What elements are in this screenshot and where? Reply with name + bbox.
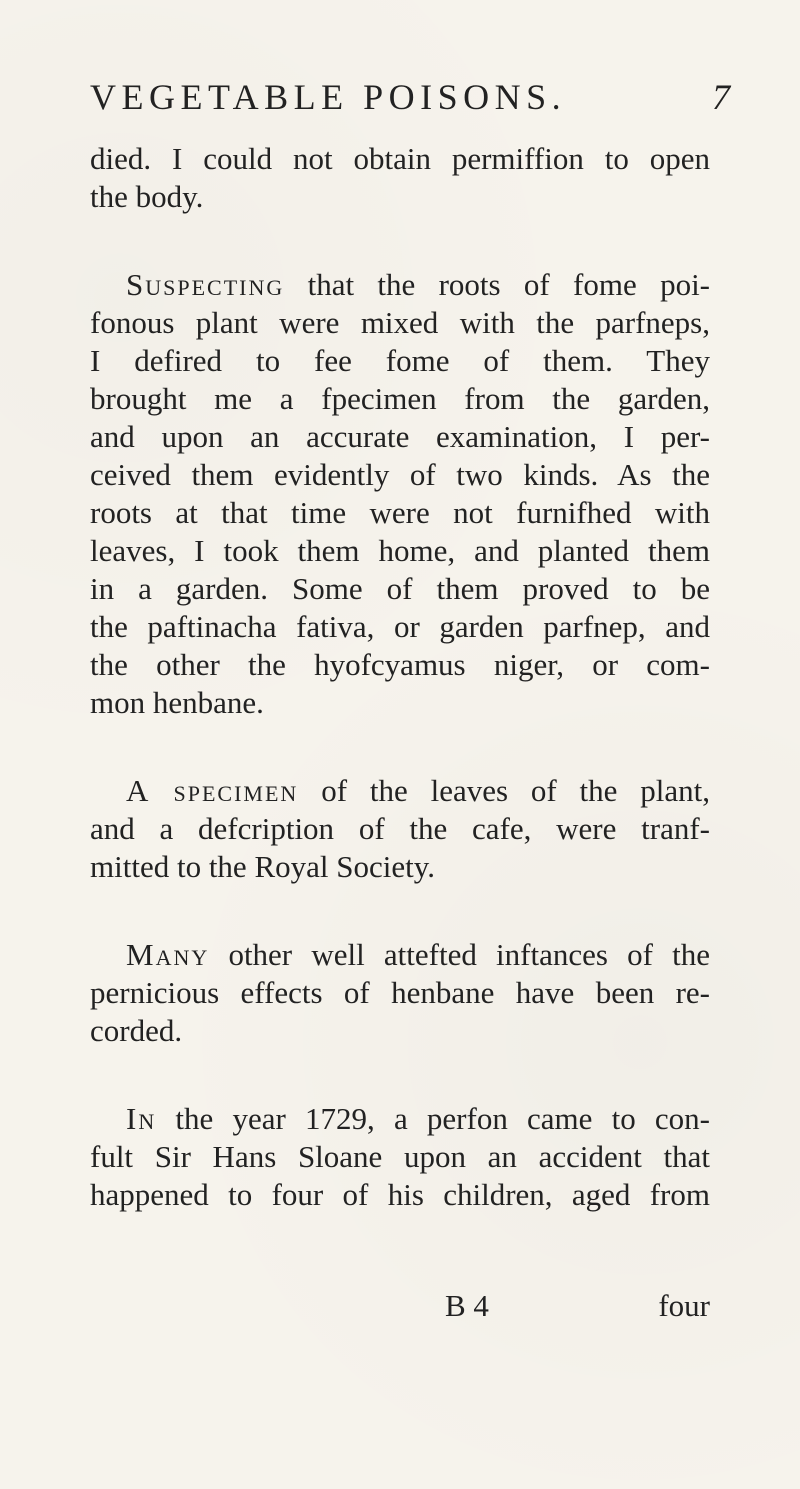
paragraph-lead-word: Suspecting xyxy=(126,267,285,302)
text-line: the paftinacha fativa, or garden parfnep, and xyxy=(90,609,710,644)
text-fragment: other well attefted inftances of the xyxy=(228,937,711,972)
text-line xyxy=(126,936,710,974)
text-line: ceived them evidently of two kinds. As the xyxy=(90,457,710,492)
text-line: leaves, I took them home, and planted them xyxy=(90,533,710,568)
paragraph-lead-word: In xyxy=(126,1101,157,1136)
running-head xyxy=(90,72,730,122)
text-line: the body. xyxy=(90,179,204,214)
text-fragment: the year 1729, a perfon came to con- xyxy=(175,1101,711,1136)
text-line: roots at that time were not furnifhed with xyxy=(90,495,710,530)
text-line: mitted to the Royal Society. xyxy=(90,849,435,884)
page-footer xyxy=(90,1287,710,1325)
text-line: brought me a fpecimen from the garden, xyxy=(90,381,710,416)
text-line: happened to four of his children, aged from xyxy=(90,1177,710,1212)
catchword: four xyxy=(658,1288,710,1323)
text-line: fult Sir Hans Sloane upon an accident that xyxy=(90,1139,710,1174)
paragraph-lead-word: A specimen xyxy=(126,773,299,808)
text-line: in a garden. Some of them proved to be xyxy=(90,571,710,606)
text-line xyxy=(126,1100,710,1138)
text-line: and a defcription of the cafe, were tranf- xyxy=(90,811,710,846)
text-line: corded. xyxy=(90,1013,183,1048)
text-line xyxy=(126,772,710,810)
page-number: 7 xyxy=(712,77,730,117)
text-line xyxy=(126,266,710,304)
text-line: the other the hyofcyamus niger, or com- xyxy=(90,647,710,682)
text-line: died. I could not obtain permiffion to open xyxy=(90,141,710,176)
text-line: I defired to fee fome of them. They xyxy=(90,343,710,378)
text-line: and upon an accurate examination, I per- xyxy=(90,419,710,454)
text-line: fonous plant were mixed with the parfneps, xyxy=(90,305,710,340)
text-line: mon henbane. xyxy=(90,685,264,720)
signature-mark: B 4 xyxy=(445,1288,489,1323)
text-fragment: that the roots of fome poi- xyxy=(307,267,711,302)
text-fragment: of the leaves of the plant, xyxy=(321,773,710,808)
paragraph-lead-word: Many xyxy=(126,937,210,972)
text-line: pernicious effects of henbane have been re- xyxy=(90,975,710,1010)
running-head-title: VEGETABLE POISONS. xyxy=(90,77,567,117)
